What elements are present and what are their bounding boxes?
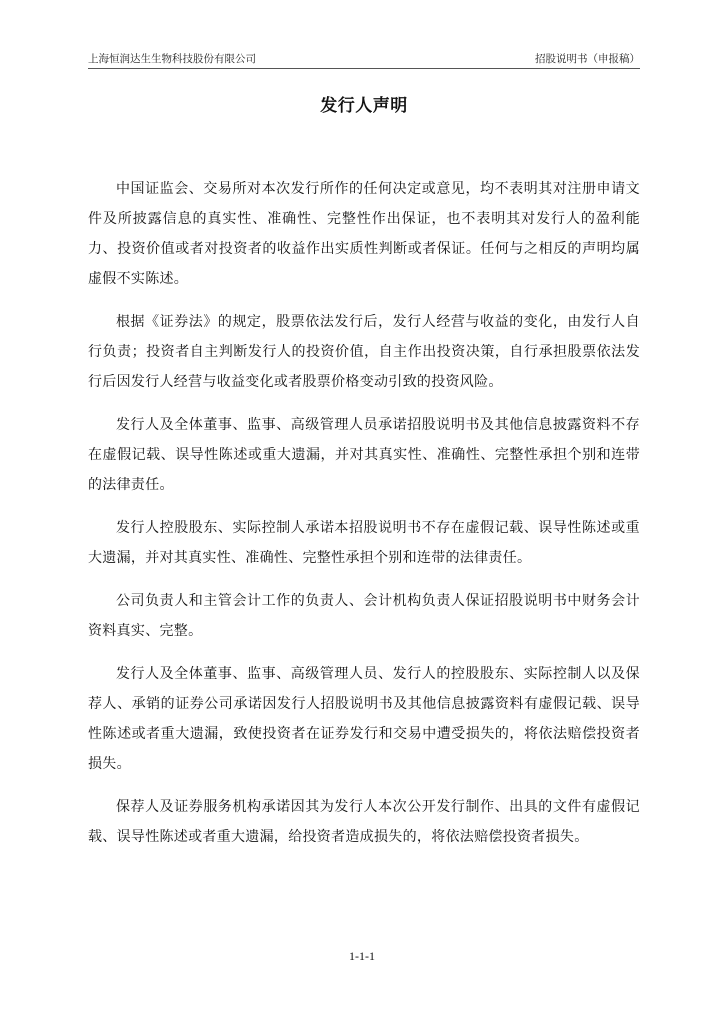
paragraph-2: 根据《证券法》的规定，股票依法发行后，发行人经营与收益的变化，由发行人自行负责；投资者自主判断发行人的投资价值，自主作出投资决策，自行承担股票依法发行后因发行人经营与收益变化或者股票价格变动引致的投资风险。 <box>88 314 640 390</box>
paragraph-6: 发行人及全体董事、监事、高级管理人员、发行人的控股股东、实际控制人以及保荐人、承销的证券公司承诺因发行人招股说明书及其他信息披露资料有虚假记载、误导性陈述或者重大遗漏，致使投资者在证券发行和交易中遭受损失的，将依法赔偿投资者损失。 <box>88 666 640 772</box>
page-title: 发行人声明 <box>320 96 408 116</box>
page-header <box>88 52 640 66</box>
paragraph-7: 保荐人及证券服务机构承诺因其为发行人本次公开发行制作、出具的文件有虚假记载、误导性陈述或者重大遗漏，给投资者造成损失的，将依法赔偿投资者损失。 <box>88 799 640 845</box>
header-divider <box>88 68 640 69</box>
header-document-type: 招股说明书（申报稿） <box>535 53 640 65</box>
paragraph-1: 中国证监会、交易所对本次发行所作的任何决定或意见，均不表明其对注册申请文件及所披露信息的真实性、准确性、完整性作出保证，也不表明其对发行人的盈利能力、投资价值或者对投资者的收益作出实质性判断或者保证。任何与之相反的声明均属虚假不实陈述。 <box>88 181 640 287</box>
paragraph-4: 发行人控股股东、实际控制人承诺本招股说明书不存在虚假记载、误导性陈述或重大遗漏，并对其真实性、准确性、完整性承担个别和连带的法律责任。 <box>88 520 640 566</box>
paragraph-3: 发行人及全体董事、监事、高级管理人员承诺招股说明书及其他信息披露资料不存在虚假记载、误导性陈述或重大遗漏，并对其真实性、准确性、完整性承担个别和连带的法律责任。 <box>88 417 640 493</box>
declaration-body <box>88 174 640 865</box>
paragraph-5: 公司负责人和主管会计工作的负责人、会计机构负责人保证招股说明书中财务会计资料真实、完整。 <box>88 593 640 639</box>
header-company-name: 上海恒润达生生物科技股份有限公司 <box>88 53 256 65</box>
page-number: 1-1-1 <box>349 949 375 963</box>
